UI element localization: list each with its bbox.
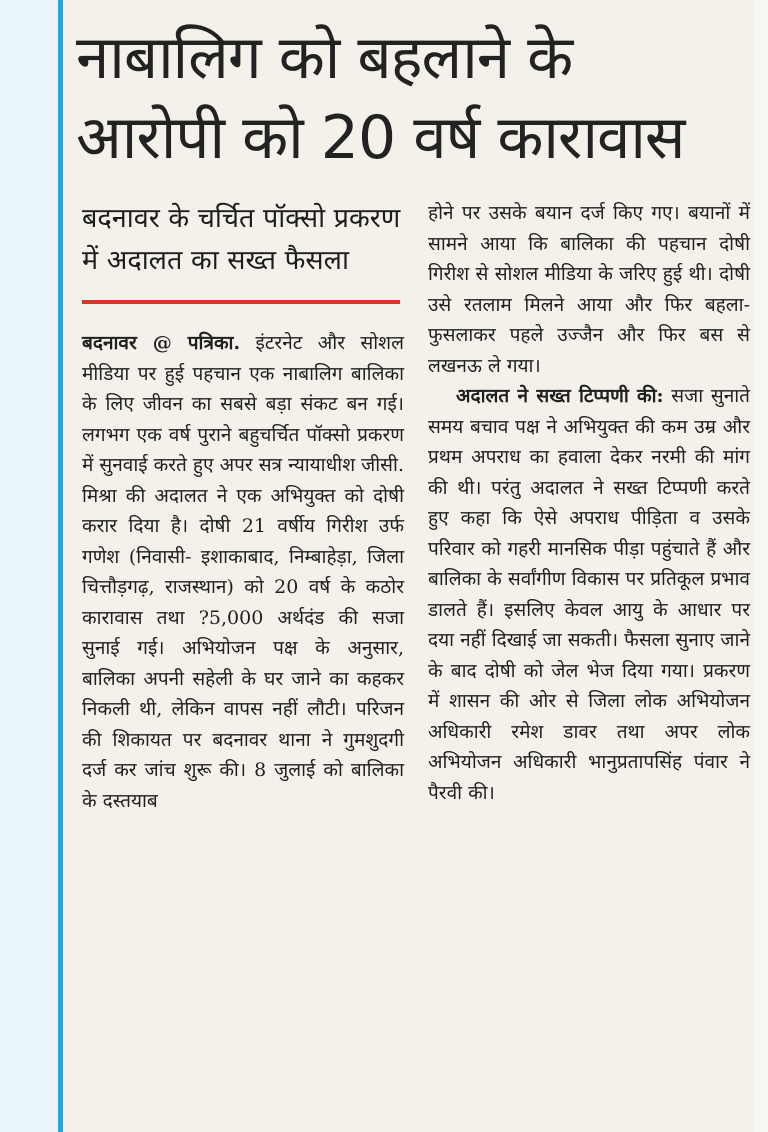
column-left — [82, 198, 404, 816]
dateline: बदनावर @ पत्रिका. — [82, 332, 241, 354]
article-columns — [82, 198, 750, 816]
news-article — [70, 18, 750, 1122]
column-right — [428, 198, 750, 816]
subheadline: बदनावर के चर्चित पॉक्सो प्रकरण में अदालत का सख्त फैसला — [82, 203, 401, 276]
body-text-col1: इंटरनेट और सोशल मीडिया पर हुई पहचान एक नाबालिग बालिका के लिए जीवन का सबसे बड़ा संकट बन गई। लगभग एक वर्ष पुराने बहुचर्चित पॉक्सो प्रकरण में सुनवाई करते हुए अपर सत्र न्यायाधीश जीसी. मिश्रा की अदालत ने एक अभियुक्त को दोषी करार दिया है। दोषी 21 वर्षीय गिरीश उर्फ गणेश (निवासी- इशाकाबाद, निम्बाहेड़ा, जिला चित्तौड़गढ़, राजस्थान) को 20 वर्ष के कठोर कारावास तथा ?5,000 अर्थदंड की सजा सुनाई गई। अभियोजन पक्ष के अनुसार, बालिका अपनी सहेली के घर जाने का कहकर निकली थी, लेकिन वापस नहीं लौटी। परिजन की शिकायत पर बदनावर थाना ने गुमशुदगी दर्ज कर जांच शुरू की। 8 जुलाई को बालिका के दस्तयाब — [82, 332, 404, 812]
body-paragraph-3 — [428, 381, 750, 808]
headline-line-1: नाबालिग को बहलाने के — [76, 23, 573, 93]
headline-line-2: आरोपी को 20 वर्ष कारावास — [76, 103, 685, 173]
left-page-margin — [0, 0, 63, 1132]
right-page-margin — [754, 0, 768, 1132]
body-paragraph-1 — [82, 328, 404, 816]
body-text-col2: सजा सुनाते समय बचाव पक्ष ने अभियुक्त की कम उम्र और प्रथम अपराध का हवाला देकर नरमी की मांग की थी। परंतु अदालत ने सख्त टिप्पणी करते हुए कहा कि ऐसे अपराध पीड़िता व उसके परिवार को गहरी मानसिक पीड़ा पहुंचाते हैं और बालिका के सर्वांगीण विकास पर प्रतिकूल प्रभाव डालते हैं। इसलिए केवल आयु के आधार पर दया नहीं दिखाई जा सकती। फैसला सुनाए जाने के बाद दोषी को जेल भेज दिया गया। प्रकरण में शासन की ओर से जिला लोक अभियोजन अधिकारी रमेश डावर तथा अपर लोक अभियोजन अधिकारी भानुप्रतापसिंह पंवार ने पैरवी की। — [428, 385, 750, 804]
headline — [70, 18, 756, 178]
red-divider — [82, 300, 400, 304]
paragraph-lead-in: अदालत ने सख्त टिप्पणी की: — [456, 385, 664, 407]
body-paragraph-2: होने पर उसके बयान दर्ज किए गए। बयानों में सामने आया कि बालिका की पहचान दोषी गिरीश से सोशल मीडिया के जरिए हुई थी। दोषी उसे रतलाम मिलने आया और फिर बहला-फुसलाकर पहले उज्जैन और फिर बस से लखनऊ ले गया। — [428, 202, 750, 377]
